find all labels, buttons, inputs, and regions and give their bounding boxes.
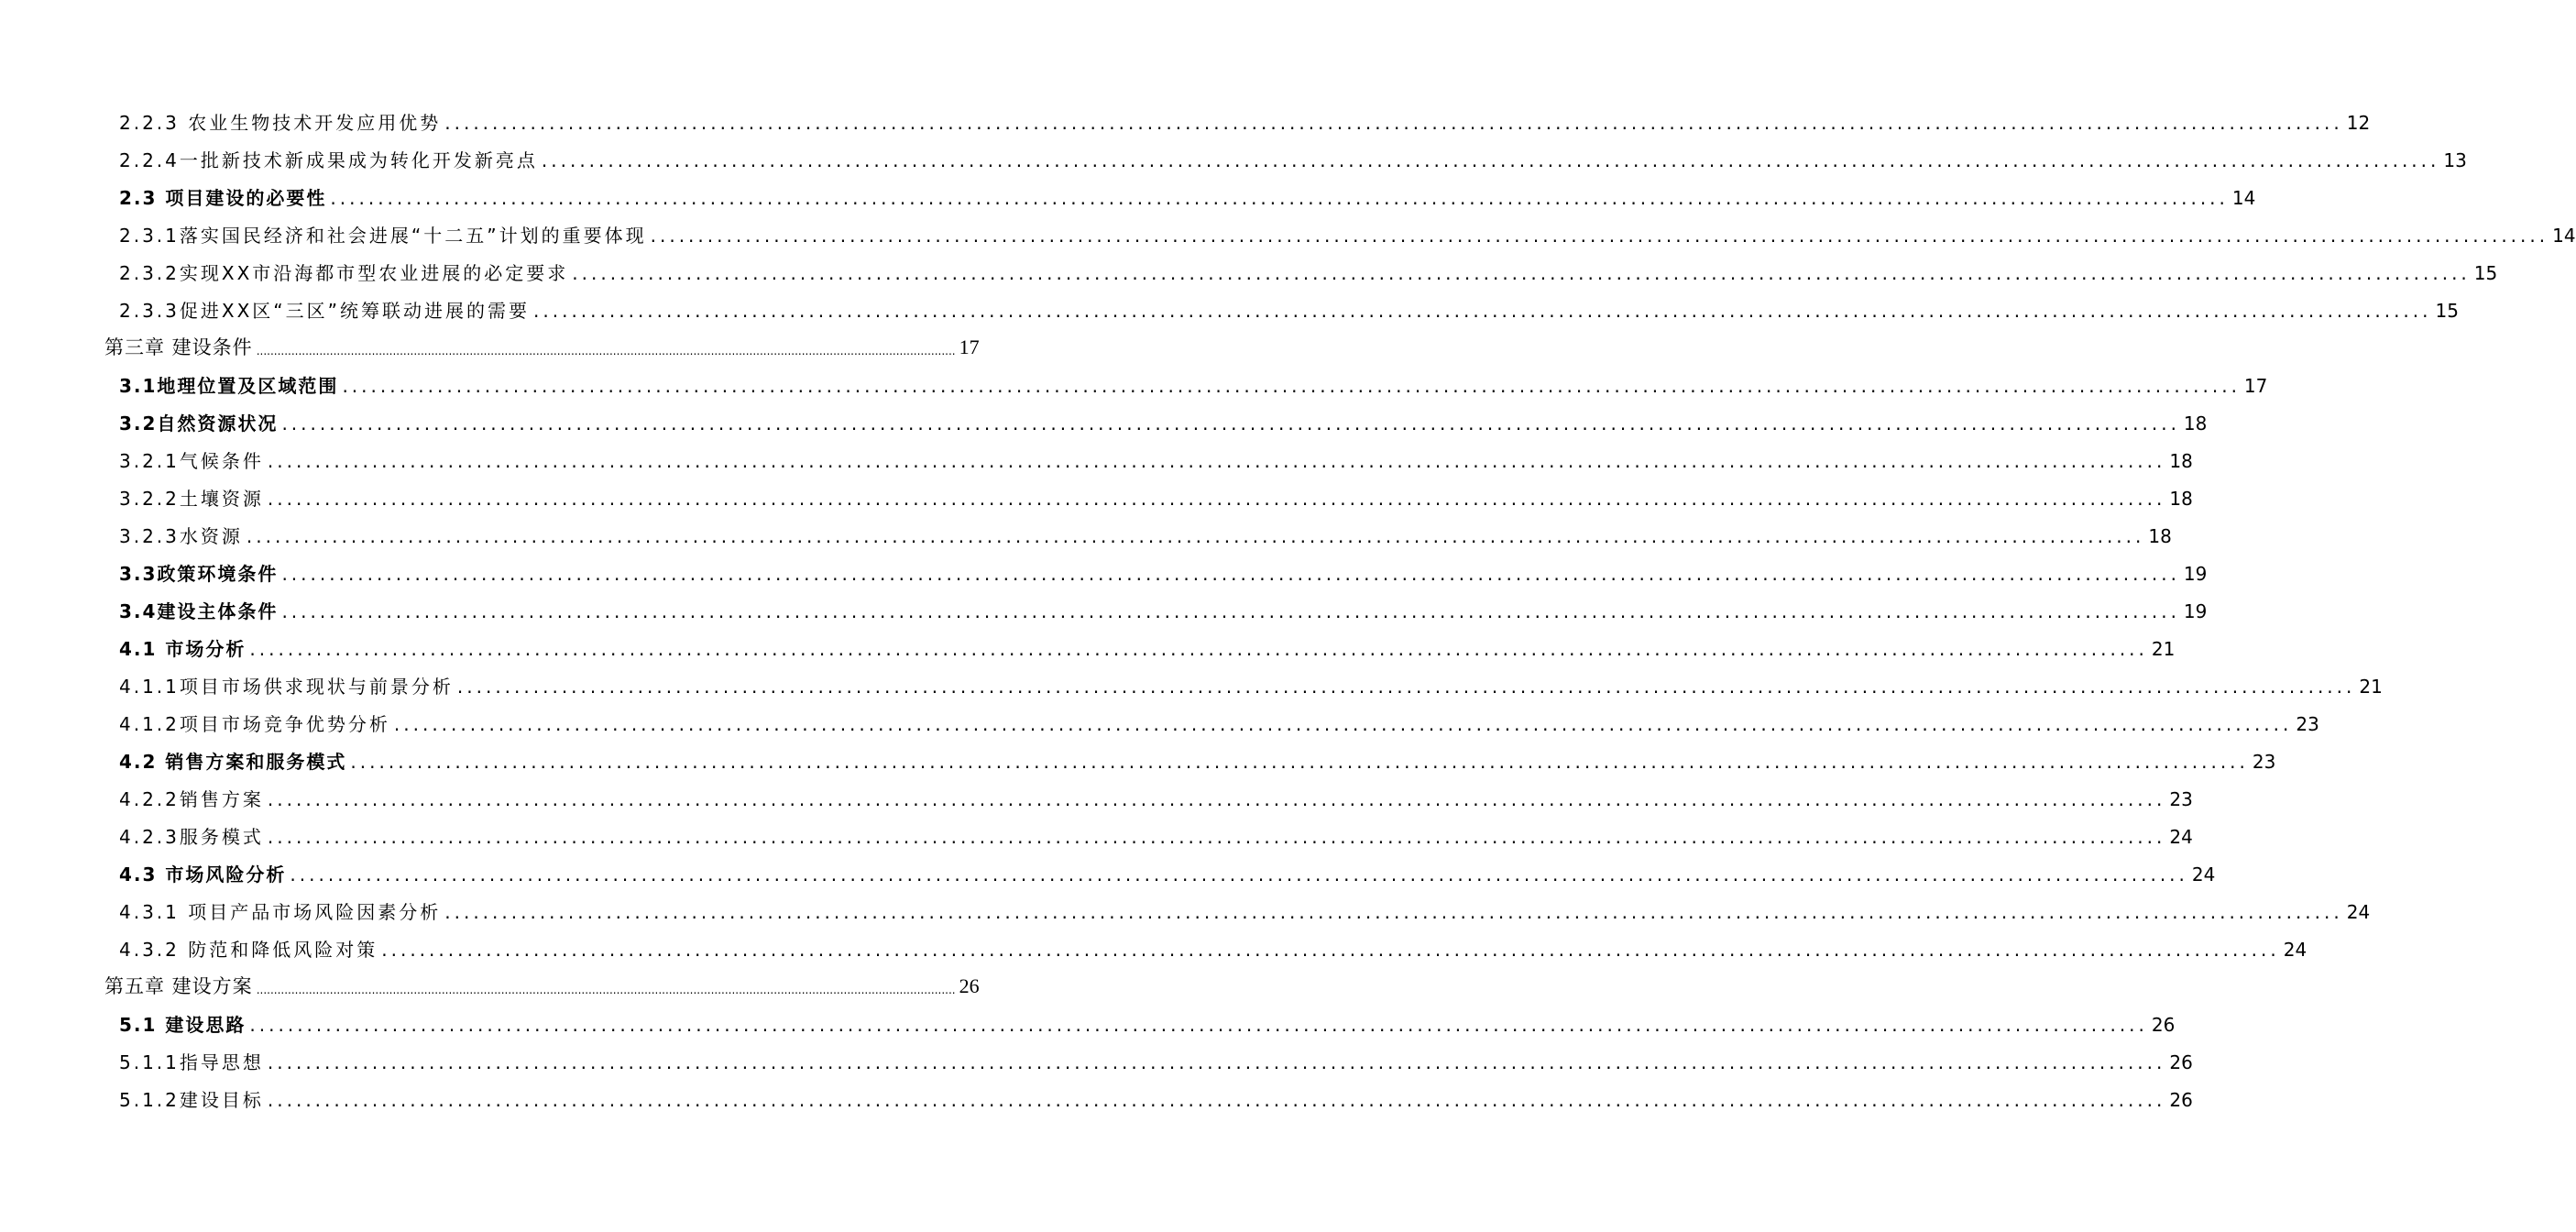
toc-entry-title: 4.1 市场分析 bbox=[119, 638, 247, 660]
toc-entry bbox=[119, 178, 2256, 209]
toc-entry bbox=[119, 441, 2193, 472]
toc-page-number: 26 bbox=[959, 974, 980, 997]
toc-page-number: 26 bbox=[2169, 1089, 2193, 1111]
toc-entry-title: 4.3.1 项目产品市场风险因素分析 bbox=[119, 901, 442, 923]
toc-entry-title: 3.2.3水资源 bbox=[119, 525, 243, 547]
toc-page-number: 12 bbox=[2346, 112, 2371, 134]
toc-entry-title: 4.1.1项目市场供求现状与前景分析 bbox=[119, 676, 454, 698]
toc-dot-leader: ........................................................................................................................................................................................................ bbox=[249, 638, 2148, 660]
toc-entry-title: 3.1地理位置及区域范围 bbox=[119, 375, 339, 397]
toc-dot-leader: ........................................................................................................................................................................................................ bbox=[267, 488, 2166, 510]
toc-dot-leader: ........................................................................................................................................................................................................ bbox=[267, 826, 2166, 848]
toc-dot-leader: ........................................................................................................................................................................................................ bbox=[290, 864, 2188, 886]
toc-entry bbox=[119, 704, 2319, 735]
toc-dot-leader: ........................................................................................................................................................................................................ bbox=[267, 450, 2166, 472]
toc-entry bbox=[119, 516, 2172, 547]
toc-dot-leader: ........................................................................................................................................................................................................ bbox=[533, 300, 2432, 322]
toc-dot-leader: ........................................................................................................................................................................................................ bbox=[246, 525, 2145, 547]
toc-page-number: 24 bbox=[2169, 826, 2193, 848]
toc-dot-leader: ........................................................................................................................................................................................................ bbox=[541, 149, 2440, 171]
toc-dot-leader: ........................................................................................................................................................................................................ bbox=[267, 788, 2166, 810]
toc-entry bbox=[119, 478, 2193, 510]
toc-dot-leader: ........................................................................................................................................................................................................ bbox=[256, 984, 956, 996]
toc-page-number: 17 bbox=[2243, 375, 2268, 397]
toc-entry bbox=[119, 103, 2371, 134]
toc-dot-leader: ........................................................................................................................................................................................................ bbox=[256, 345, 956, 358]
toc-entry-title: 第三章 建设条件 bbox=[104, 336, 253, 358]
toc-page-number: 18 bbox=[2148, 525, 2172, 547]
toc-dot-leader: ........................................................................................................................................................................................................ bbox=[281, 412, 2180, 434]
toc-entry-title: 4.3 市场风险分析 bbox=[119, 864, 287, 886]
toc-page-number: 17 bbox=[959, 336, 980, 358]
toc-entry-title: 2.3.1落实国民经济和社会进展“十二五”计划的重要体现 bbox=[119, 225, 647, 247]
toc-entry-title: 2.3.3促进XX区“三区”统筹联动进展的需要 bbox=[119, 300, 531, 322]
toc-page-number: 18 bbox=[2169, 488, 2193, 510]
toc-entry-title: 2.2.3 农业生物技术开发应用优势 bbox=[119, 112, 442, 134]
toc-dot-leader: ........................................................................................................................................................................................................ bbox=[456, 676, 2356, 698]
toc-dot-leader: ........................................................................................................................................................................................................ bbox=[381, 939, 2280, 961]
toc-entry-title: 第五章 建设方案 bbox=[104, 975, 253, 997]
toc-dot-leader: ........................................................................................................................................................................................................ bbox=[281, 600, 2180, 622]
toc-entry-title: 4.3.2 防范和降低风险对策 bbox=[119, 939, 378, 961]
toc-entry-title: 5.1.2建设目标 bbox=[119, 1089, 264, 1111]
toc-entry bbox=[119, 554, 2208, 585]
toc-entry bbox=[119, 666, 2383, 698]
toc-page-number: 18 bbox=[2169, 450, 2193, 472]
toc-dot-leader: ........................................................................................................................................................................................................ bbox=[393, 713, 2293, 735]
toc-entry-title: 3.2自然资源状况 bbox=[119, 412, 279, 434]
toc-entry-title: 4.2.3服务模式 bbox=[119, 826, 264, 848]
toc-entry-title: 5.1 建设思路 bbox=[119, 1014, 247, 1036]
toc-dot-leader: ........................................................................................................................................................................................................ bbox=[572, 262, 2471, 284]
toc-entry bbox=[119, 1080, 2193, 1111]
toc-dot-leader: ........................................................................................................................................................................................................ bbox=[267, 1089, 2166, 1111]
toc-dot-leader: ........................................................................................................................................................................................................ bbox=[330, 187, 2229, 209]
toc-entry-title: 3.4建设主体条件 bbox=[119, 600, 279, 622]
toc-entry-title: 3.2.2土壤资源 bbox=[119, 488, 264, 510]
toc-dot-leader: ........................................................................................................................................................................................................ bbox=[281, 563, 2180, 585]
toc-page-number: 24 bbox=[2191, 864, 2216, 886]
toc-entry-title: 5.1.1指导思想 bbox=[119, 1051, 264, 1073]
toc-dot-leader: ........................................................................................................................................................................................................ bbox=[444, 901, 2343, 923]
toc-chapter-entry bbox=[104, 327, 980, 358]
toc-entry bbox=[119, 742, 2276, 773]
toc-page-number: 15 bbox=[2473, 262, 2498, 284]
toc-entry-title: 4.2 销售方案和服务模式 bbox=[119, 751, 347, 773]
toc-page-number: 23 bbox=[2169, 788, 2193, 810]
toc-entry bbox=[119, 817, 2193, 848]
toc-entry bbox=[119, 854, 2216, 886]
toc-dot-leader: ........................................................................................................................................................................................................ bbox=[249, 1014, 2148, 1036]
toc-entry bbox=[119, 591, 2208, 622]
toc-dot-leader: ........................................................................................................................................................................................................ bbox=[350, 751, 2249, 773]
toc-entry-title: 4.2.2销售方案 bbox=[119, 788, 264, 810]
toc-chapter-entry bbox=[104, 966, 980, 997]
toc-dot-leader: ........................................................................................................................................................................................................ bbox=[267, 1051, 2166, 1073]
toc-entry-title: 3.2.1气候条件 bbox=[119, 450, 264, 472]
toc-entry bbox=[119, 366, 2268, 397]
toc-entry-title: 2.3.2实现XX市沿海都市型农业进展的必定要求 bbox=[119, 262, 569, 284]
toc-page-number: 19 bbox=[2183, 563, 2208, 585]
toc-entry bbox=[119, 253, 2498, 284]
toc-page-number: 26 bbox=[2169, 1051, 2193, 1073]
toc-entry-title: 3.3政策环境条件 bbox=[119, 563, 279, 585]
toc-entry bbox=[119, 1042, 2193, 1073]
toc-page-number: 26 bbox=[2151, 1014, 2176, 1036]
toc-page-number: 21 bbox=[2151, 638, 2176, 660]
toc-page-number: 19 bbox=[2183, 600, 2208, 622]
toc-page-number: 14 bbox=[2231, 187, 2256, 209]
toc-page-number: 24 bbox=[2346, 901, 2371, 923]
toc-entry bbox=[119, 140, 2467, 171]
toc-dot-leader: ........................................................................................................................................................................................................ bbox=[650, 225, 2549, 247]
toc-page-number: 21 bbox=[2359, 676, 2383, 698]
toc-entry bbox=[119, 629, 2176, 660]
toc-entry bbox=[119, 291, 2459, 322]
toc-entry-title: 2.2.4一批新技术新成果成为转化开发新亮点 bbox=[119, 149, 538, 171]
toc-entry bbox=[119, 892, 2371, 923]
toc-entry bbox=[119, 1005, 2176, 1036]
toc-page-number: 23 bbox=[2296, 713, 2319, 735]
toc-page-number: 13 bbox=[2443, 149, 2467, 171]
toc-page-number: 23 bbox=[2252, 751, 2276, 773]
toc-entry bbox=[119, 779, 2193, 810]
toc-dot-leader: ........................................................................................................................................................................................................ bbox=[342, 375, 2241, 397]
toc-entry bbox=[119, 403, 2208, 434]
toc-page-number: 14 bbox=[2552, 225, 2576, 247]
toc-page-number: 18 bbox=[2183, 412, 2208, 434]
toc-entry bbox=[119, 930, 2307, 961]
toc-dot-leader: ........................................................................................................................................................................................................ bbox=[444, 112, 2343, 134]
toc-page-number: 15 bbox=[2435, 300, 2459, 322]
toc-page-number: 24 bbox=[2283, 939, 2307, 961]
toc-entry-title: 2.3 项目建设的必要性 bbox=[119, 187, 327, 209]
toc-entry bbox=[119, 215, 2576, 247]
toc-entry-title: 4.1.2项目市场竞争优势分析 bbox=[119, 713, 390, 735]
